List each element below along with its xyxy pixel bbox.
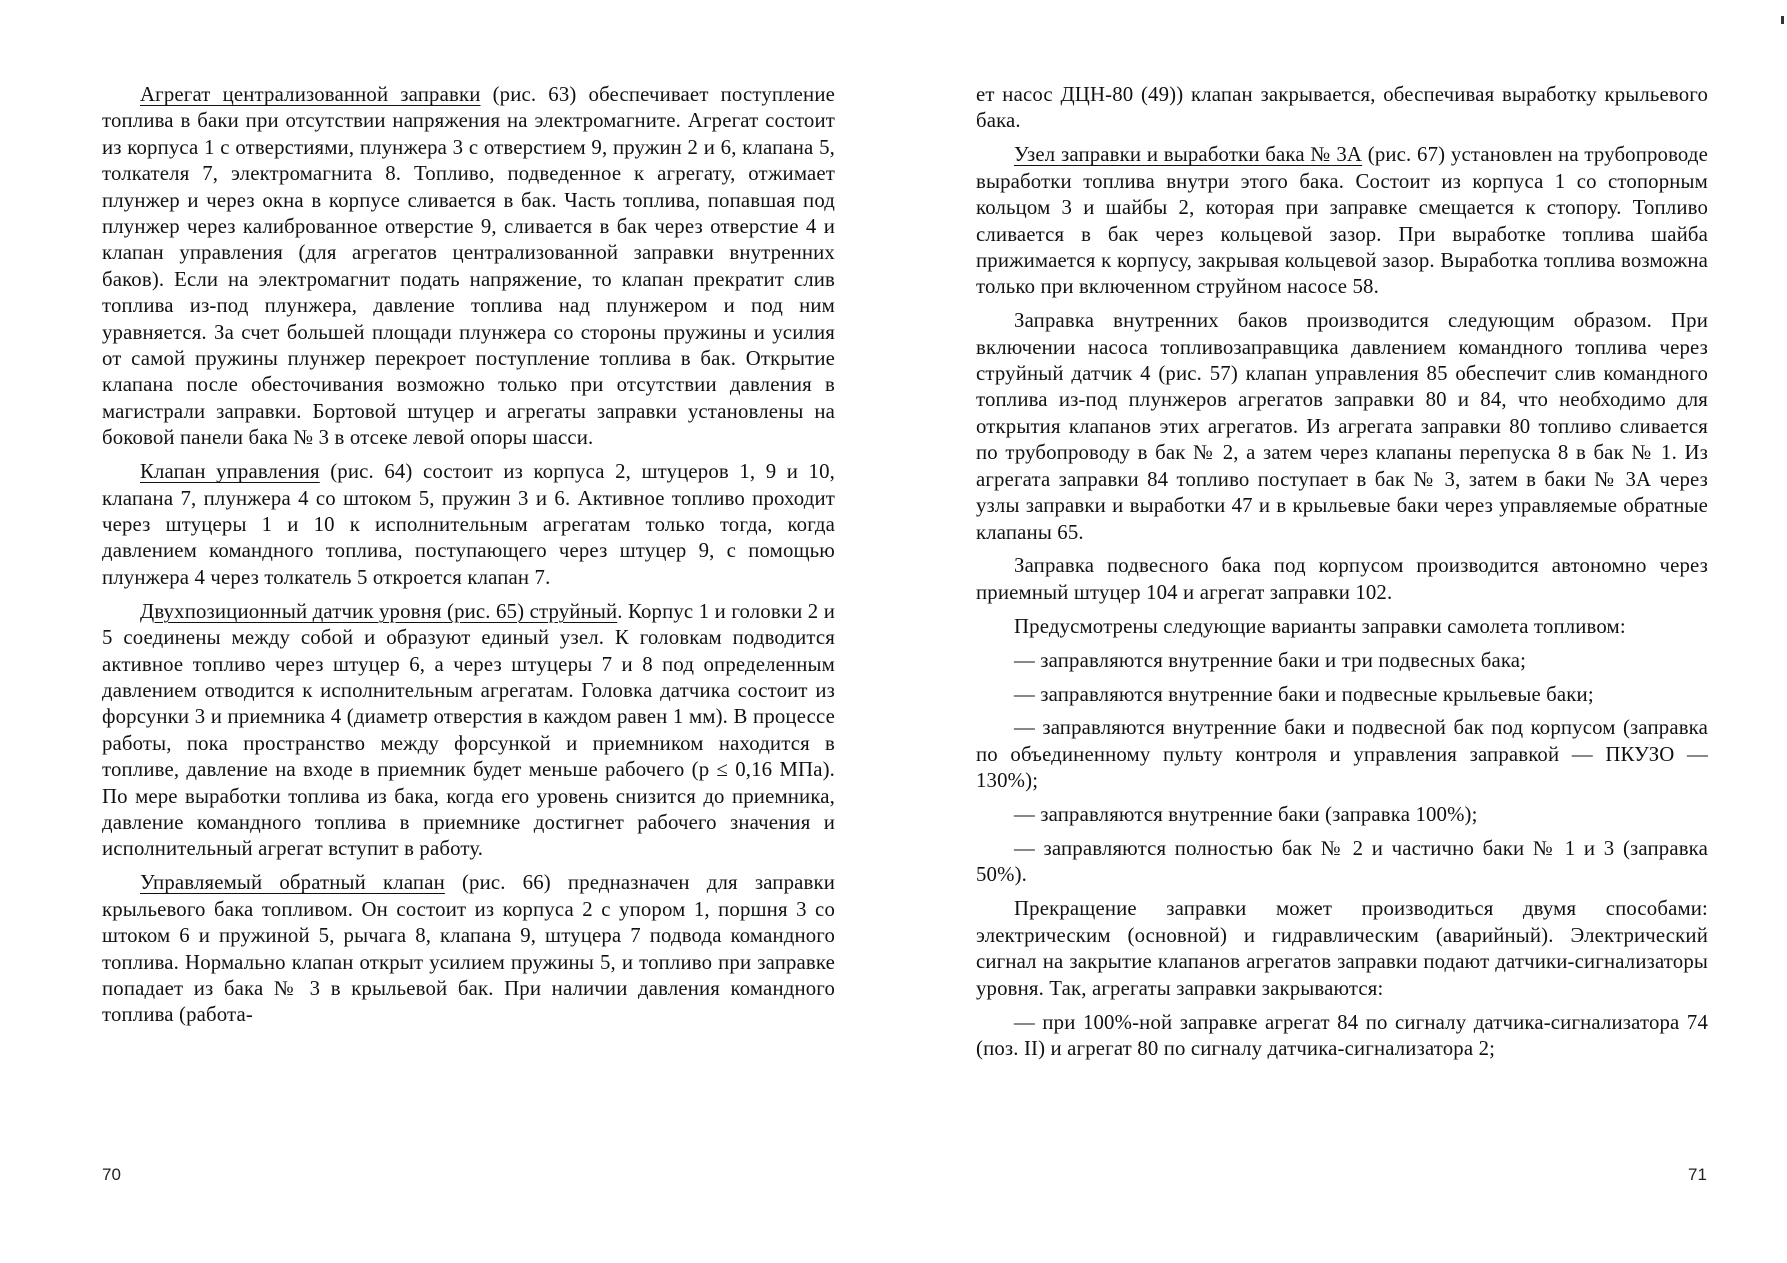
paragraph-text: (рис. 63) обеспечивает поступление топлива в баки при отсутствии напряжения на электромагните. Агрегат состоит из корпуса 1 с отверстиями, плунжера 3 с отверстием 9, пружин 2 и 6, клапана 5, толкателя 7, электромагнита 8. Топливо, подведенное к агрегату, отжимает плунжер и через окна в корпусе сливается в бак. Часть топлива, попавшая под плунжер через калиброванное отверстие 9, сливается в бак через отверстие 4 и клапан управления (для агрегатов централизованной заправки внутренних баков). Если на электромагнит подать напряжение, то клапан прекратит слив топлива из-под плунжера, давление топлива над плунжером и под ним уравняется. За счет большей площади плунжера со стороны пружины и усилия от самой пружины плунжер перекроет поступление топлива в бак. Открытие клапана после обесточивания возможно только при отсутствии давления в магистрали заправки. Бортовой штуцер и агрегаты заправки установлены на боковой панели бака № 3 в отсеке левой опоры шасси. [102,83,835,450]
list-item-option: — заправляются внутренние баки и подвесной бак под корпусом (заправка по объединенному пульту контроля и управления заправкой — ПКУЗО — 130%); [976,716,1708,793]
page-number-right: 71 [1688,1165,1707,1184]
paragraph-level-sensor [102,599,835,863]
paragraph-text: . Корпус 1 и головки 2 и 5 соединены между собой и образуют единый узел. К головкам подводится активное топливо через штуцер 6, а через штуцеры 7 и 8 под определенным давлением отводится к исполнительным агрегатам. Головка датчика состоит из форсунки 3 и приемника 4 (диаметр отверстия в каждом равен 1 мм). В процессе работы, пока пространство между форсункой и приемником находится в топливе, давление на входе в приемник будет меньше рабочего (p ≤ 0,16 МПа). По мере выработки топлива из бака, когда его уровень снизится до приемника, давление командного топлива в приемнике достигнет рабочего значения и исполнительный агрегат вступит в работу. [102,599,835,861]
paragraph-internal-tanks: Заправка внутренних баков производится следующим образом. При включении насоса топливозаправщика давлением командного топлива через струйный датчик 4 (рис. 57) клапан управления 85 обеспечит слив командного топлива из-под плунжеров агрегатов заправки 80 и 84, что необходимо для открытия клапанов этих агрегатов. Из агрегата заправки 80 топливо сливается по трубопроводу в бак № 2, а затем через клапаны перепуска 8 в бак № 1. Из агрегата заправки 84 топливо поступает в бак № 3, затем в баки № 3А через узлы заправки и выработки 47 и в крыльевые баки через управляемые обратные клапаны 65. [976,309,1708,544]
paragraph-check-valve [102,870,835,1028]
heading-control-valve: Клапан управления [140,460,320,484]
list-item-stop-signal: — при 100%-ной заправке агрегат 84 по сигналу датчика-сигнализатора 74 (поз. II) и агрегат 80 по сигналу датчика-сигнализатора 2; [976,1010,1708,1060]
heading-check-valve: Управляемый обратный клапан [140,871,445,895]
list-item-option: — заправляются внутренние баки (заправка 100%); [1014,803,1478,827]
paragraph-tank-3a-unit [976,142,1708,300]
right-page [976,82,1708,1070]
paragraph-centralized-refuel-unit [102,82,835,452]
paragraph-control-valve [102,459,835,591]
list-item-option: — заправляются внутренние баки и подвесные крыльевые баки; [1014,682,1594,706]
page-number-left: 70 [102,1165,121,1184]
list-item-option: — заправляются полностью бак № 2 и частично баки № 1 и 3 (заправка 50%). [976,837,1708,887]
heading-tank-3a-unit: Узел заправки и выработки бака № 3А [1014,143,1363,167]
paragraph-text: (рис. 66) предназначен для заправки крыльевого бака топливом. Он состоит из корпуса 2 с упором 1, поршня 3 со штоком 6 и пружиной 5, рычага 8, клапана 9, штуцера 7 подвода командного топлива. Нормально клапан открыт усилием пружины 5, и топливо при заправке попадает из бака № 3 в крыльевой бак. При наличии давления командного топлива (работа- [102,871,836,1027]
left-page [102,82,835,1036]
paragraph-continuation: ет насос ДЦН-80 (49)) клапан закрывается, обеспечивая выработку крыльевого бака. [976,83,1708,133]
paragraph-text: (рис. 64) состоит из корпуса 2, штуцеров 1, 9 и 10, клапана 7, плунжера 4 со штоком 5, пружин 3 и 6. Активное топливо проходит через штуцеры 1 и 10 к исполнительным агрегатам только тогда, когда давлением командного топлива, поступающего через штуцер 9, с помощью плунжера 4 через толкатель 5 откроется клапан 7. [102,460,835,589]
scan-edge-mark [1781,16,1784,24]
heading-level-sensor: Двухпозиционный датчик уровня (рис. 65) струйный [140,599,618,623]
paragraph-stop-refuel: Прекращение заправки может производиться двумя способами: электрическим (основной) и гидравлическим (аварийный). Электрический сигнал на закрытие клапанов агрегатов заправки подают датчики-сигнализаторы уровня. Так, агрегаты заправки закрываются: [976,897,1708,1000]
paragraph-options-intro: Предусмотрены следующие варианты заправки самолета топливом: [1014,614,1626,638]
paragraph-text: (рис. 67) установлен на трубопроводе выработки топлива внутри этого бака. Состоит из корпуса 1 со стопорным кольцом 3 и шайбы 2, которая при заправке смещается к стопору. Топливо сливается в бак через кольцевой зазор. При выработке топлива шайба прижимается к корпусу, закрывая кольцевой зазор. Выработка топлива возможна только при включенном струйном насосе 58. [976,143,1708,299]
list-item-option: — заправляются внутренние баки и три подвесных бака; [1014,648,1527,672]
heading-centralized-refuel-unit: Агрегат централизованной заправки [140,83,481,106]
paragraph-drop-tank: Заправка подвесного бака под корпусом производится автономно через приемный штуцер 104 и агрегат заправки 102. [976,554,1708,604]
